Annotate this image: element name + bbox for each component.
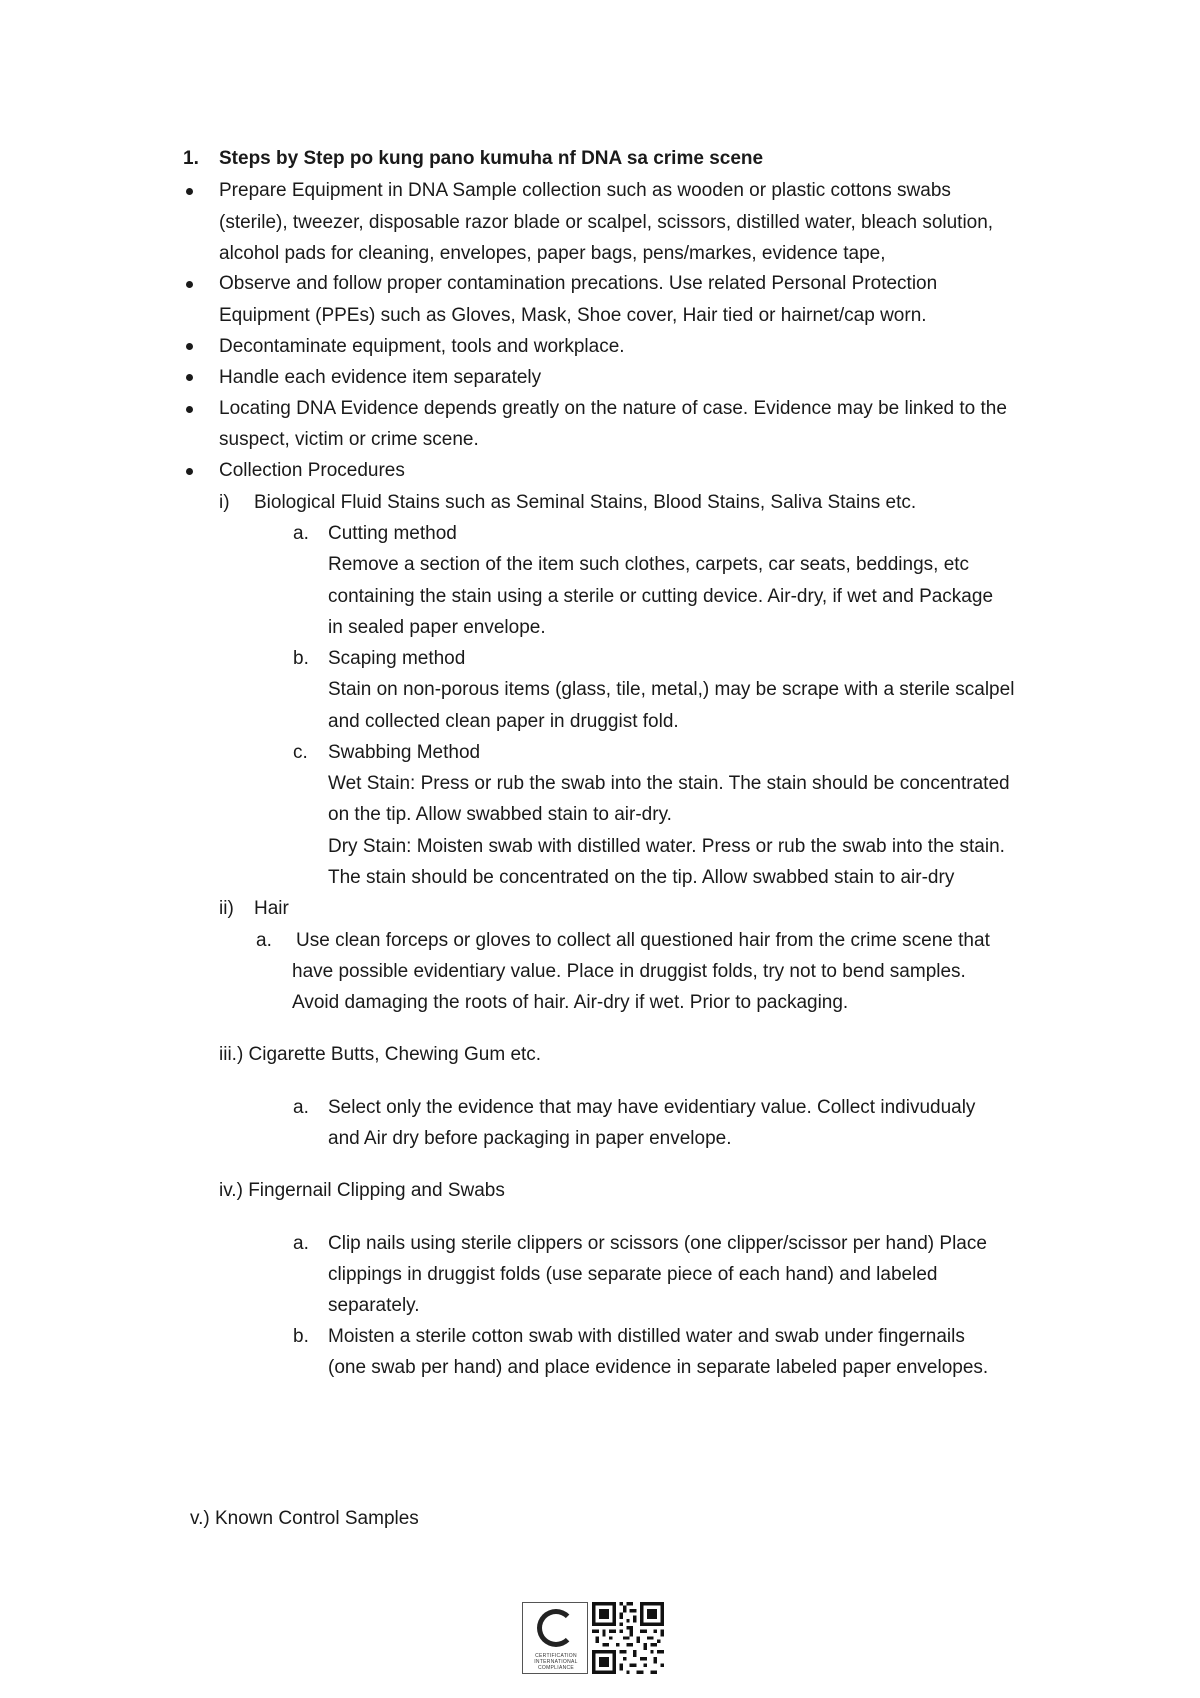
heading-title: Steps by Step po kung pano kumuha nf DNA sa crime scene: [219, 148, 764, 169]
bullet-3-line-1: Decontaminate equipment, tools and workplace.: [219, 336, 625, 357]
logo-text-line-2: INTERNATIONAL: [534, 1659, 578, 1665]
section-ii-a-marker: a.: [256, 930, 272, 951]
bullet-5-line-1: Locating DNA Evidence depends greatly on the nature of case. Evidence may be linked to the: [219, 398, 1007, 419]
section-ii-title: Hair: [254, 898, 289, 919]
heading-number: 1.: [183, 148, 199, 169]
bullet-2-line-2: Equipment (PPEs) such as Gloves, Mask, Shoe cover, Hair tied or hairnet/cap worn.: [219, 305, 927, 326]
section-i-title: Biological Fluid Stains such as Seminal Stains, Blood Stains, Saliva Stains etc.: [254, 492, 917, 513]
section-iv-a-line-1: Clip nails using sterile clippers or scissors (one clipper/scissor per hand) Place: [328, 1233, 987, 1254]
section-iv-b-marker: b.: [293, 1326, 309, 1347]
section-v-title: v.) Known Control Samples: [190, 1508, 419, 1529]
section-i-c-line-4: The stain should be concentrated on the tip. Allow swabbed stain to air-dry: [328, 867, 955, 888]
bullet-1-line-2: (sterile), tweezer, disposable razor blade or scalpel, scissors, distilled water, bleach solution,: [219, 212, 994, 233]
qr-code-icon: [592, 1602, 664, 1674]
section-i-c-line-1: Wet Stain: Press or rub the swab into the stain. The stain should be concentrated: [328, 773, 1010, 794]
section-ii-a-line-1: Use clean forceps or gloves to collect all questioned hair from the crime scene that: [296, 930, 990, 951]
section-ii-a-line-2: have possible evidentiary value. Place in druggist folds, try not to bend samples.: [292, 961, 966, 982]
bullet-2-line-1: Observe and follow proper contamination precations. Use related Personal Protection: [219, 273, 938, 294]
bullet-1-line-1: Prepare Equipment in DNA Sample collection such as wooden or plastic cottons swabs: [219, 180, 951, 201]
section-iv-a-line-3: separately.: [328, 1295, 420, 1316]
section-i-a-line-1: Remove a section of the item such clothes, carpets, car seats, beddings, etc: [328, 554, 970, 575]
section-iii-a-line-2: and Air dry before packaging in paper envelope.: [328, 1128, 732, 1149]
section-i-b-line-2: and collected clean paper in druggist fold.: [328, 711, 679, 732]
logo-text-line-3: COMPLIANCE: [537, 1665, 575, 1671]
section-i-a-marker: a.: [293, 523, 309, 544]
section-i-a-title: Cutting method: [328, 523, 457, 544]
section-iv-b-line-2: (one swab per hand) and place evidence in separate labeled paper envelopes.: [328, 1357, 989, 1378]
bullet-6-line-1: Collection Procedures: [219, 460, 405, 481]
section-iv-a-marker: a.: [293, 1233, 309, 1254]
certification-logo: [522, 1602, 588, 1674]
section-ii-marker: ii): [219, 898, 234, 919]
bullet-icon: [186, 281, 193, 288]
section-i-a-line-2: containing the stain using a sterile or cutting device. Air-dry, if wet and Package: [328, 586, 994, 607]
bullet-1-line-3: alcohol pads for cleaning, envelopes, paper bags, pens/markes, evidence tape,: [219, 243, 886, 264]
section-i-c-line-2: on the tip. Allow swabbed stain to air-dry.: [328, 804, 672, 825]
bullet-icon: [186, 343, 193, 350]
section-i-marker: i): [219, 492, 230, 513]
bullet-4-line-1: Handle each evidence item separately: [219, 367, 542, 388]
section-i-b-title: Scaping method: [328, 648, 466, 669]
bullet-icon: [186, 374, 193, 381]
section-iv-a-line-2: clippings in druggist folds (use separate piece of each hand) and labeled: [328, 1264, 938, 1285]
bullet-icon: [186, 406, 193, 413]
section-ii-a-line-3: Avoid damaging the roots of hair. Air-dry if wet. Prior to packaging.: [292, 992, 849, 1013]
section-iii-title: iii.) Cigarette Butts, Chewing Gum etc.: [219, 1044, 542, 1065]
bullet-5-line-2: suspect, victim or crime scene.: [219, 429, 479, 450]
section-iii-a-line-1: Select only the evidence that may have evidentiary value. Collect indivudualy: [328, 1097, 976, 1118]
section-iv-title: iv.) Fingernail Clipping and Swabs: [219, 1180, 505, 1201]
section-i-b-marker: b.: [293, 648, 309, 669]
logo-ring-icon: [537, 1609, 575, 1647]
section-i-c-title: Swabbing Method: [328, 742, 481, 763]
section-i-b-line-1: Stain on non-porous items (glass, tile, metal,) may be scrape with a sterile scalpel: [328, 679, 1015, 700]
logo-text-line-1: CERTIFICATION: [535, 1653, 577, 1659]
section-i-c-marker: c.: [293, 742, 308, 763]
section-i-a-line-3: in sealed paper envelope.: [328, 617, 546, 638]
section-i-c-line-3: Dry Stain: Moisten swab with distilled water. Press or rub the swab into the stain.: [328, 836, 1005, 857]
bullet-icon: [186, 188, 193, 195]
bullet-icon: [186, 468, 193, 475]
section-iv-b-line-1: Moisten a sterile cotton swab with distilled water and swab under fingernails: [328, 1326, 965, 1347]
section-iii-a-marker: a.: [293, 1097, 309, 1118]
